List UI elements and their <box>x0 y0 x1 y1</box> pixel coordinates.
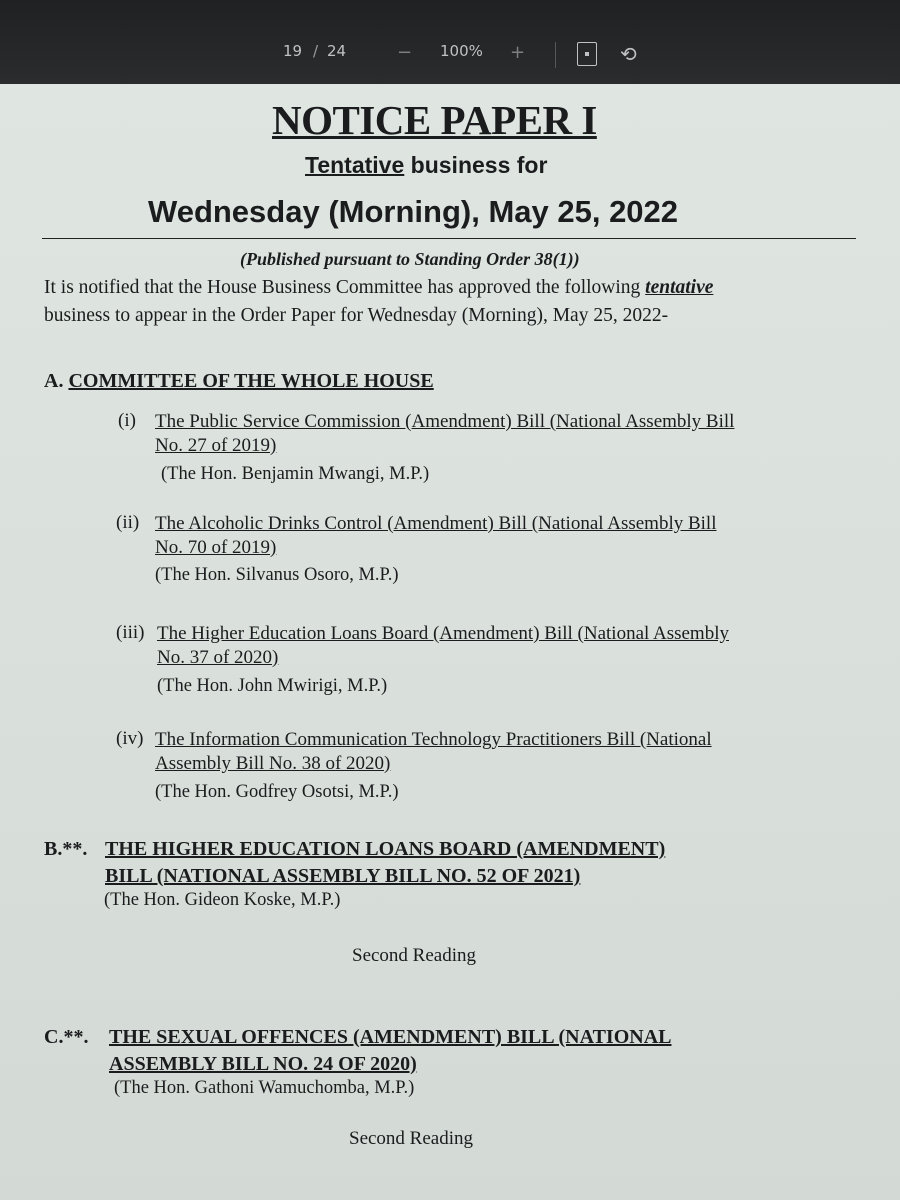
section-a-label: A. <box>44 370 64 392</box>
section-a-title: COMMITTEE OF THE WHOLE HOUSE <box>68 370 434 392</box>
subtitle <box>305 152 547 179</box>
sitting-date: Wednesday (Morning), May 25, 2022 <box>148 194 679 229</box>
item-number: (iv) <box>116 728 144 749</box>
item-number: (ii) <box>116 512 140 533</box>
current-page-field[interactable]: 19 <box>283 42 303 60</box>
section-c-label: C.**. <box>44 1026 89 1048</box>
item-number: (i) <box>118 410 136 431</box>
section-c-title-line1: THE SEXUAL OFFENCES (AMENDMENT) BILL (NATIONAL <box>109 1026 672 1048</box>
document-page <box>0 84 900 1200</box>
section-b-label: B.**. <box>44 838 88 860</box>
intro-paragraph <box>44 274 713 330</box>
section-b-reading: Second Reading <box>352 945 477 966</box>
intro-line2: business to appear in the Order Paper for Wednesday (Morning), May 25, 2022- <box>44 305 669 326</box>
list-item <box>118 410 734 486</box>
section-c-mover: (The Hon. Gathoni Wamuchomba, M.P.) <box>114 1078 415 1098</box>
fit-page-icon[interactable] <box>577 42 597 66</box>
item-title-line2: No. 70 of 2019) <box>155 537 277 558</box>
pdf-toolbar <box>0 0 900 86</box>
zoom-level[interactable]: 100% <box>440 42 483 60</box>
item-mover: (The Hon. Silvanus Osoro, M.P.) <box>155 565 399 585</box>
intro-emphasis: tentative <box>645 277 714 298</box>
section-c <box>44 1024 671 1078</box>
list-item <box>116 512 717 587</box>
zoom-in-button[interactable]: + <box>510 42 526 63</box>
item-title-line1: The Information Communication Technology Practitioners Bill (National <box>155 729 712 750</box>
section-b <box>44 836 665 890</box>
item-mover: (The Hon. John Mwirigi, M.P.) <box>157 676 388 696</box>
total-pages: 24 <box>327 42 347 60</box>
list-item <box>116 622 729 698</box>
subtitle-tentative: Tentative <box>305 152 405 178</box>
item-title-line2: Assembly Bill No. 38 of 2020) <box>155 753 391 774</box>
section-c-reading: Second Reading <box>349 1128 474 1149</box>
item-number: (iii) <box>116 622 145 643</box>
list-item <box>116 728 712 804</box>
intro-line1: It is notified that the House Business Committee has approved the following <box>44 277 646 298</box>
zoom-out-button[interactable]: − <box>397 42 413 63</box>
page-separator: / <box>313 42 319 60</box>
item-mover: (The Hon. Godfrey Osotsi, M.P.) <box>155 782 399 802</box>
rotate-icon[interactable]: ⟲ <box>620 42 637 66</box>
item-title-line1: The Public Service Commission (Amendment) Bill (National Assembly Bill <box>155 411 735 432</box>
subtitle-rest: business for <box>404 152 548 178</box>
section-b-title-line2: BILL (NATIONAL ASSEMBLY BILL NO. 52 OF 2021) <box>105 865 581 887</box>
toolbar-divider <box>555 42 556 68</box>
section-c-title-line2: ASSEMBLY BILL NO. 24 OF 2020) <box>109 1053 417 1075</box>
published-note: (Published pursuant to Standing Order 38(1)) <box>240 249 580 269</box>
item-title-line2: No. 37 of 2020) <box>157 647 279 668</box>
header-rule <box>42 238 856 239</box>
item-title-line1: The Higher Education Loans Board (Amendment) Bill (National Assembly <box>157 623 729 644</box>
section-b-mover: (The Hon. Gideon Koske, M.P.) <box>104 890 341 910</box>
section-a-heading <box>44 370 434 393</box>
page-title: NOTICE PAPER I <box>272 97 597 143</box>
section-b-title-line1: THE HIGHER EDUCATION LOANS BOARD (AMENDMENT) <box>105 838 666 860</box>
item-title-line1: The Alcoholic Drinks Control (Amendment) Bill (National Assembly Bill <box>155 513 717 534</box>
item-mover: (The Hon. Benjamin Mwangi, M.P.) <box>161 464 430 484</box>
item-title-line2: No. 27 of 2019) <box>155 435 277 456</box>
